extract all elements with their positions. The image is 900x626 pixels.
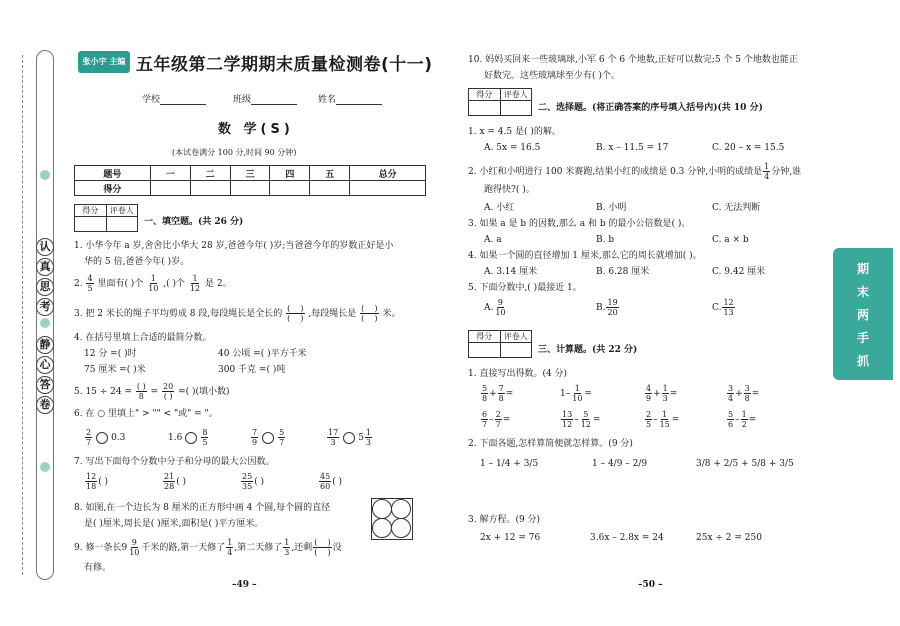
compare-circle[interactable] (262, 432, 274, 444)
score-row-label: 得分 (75, 181, 151, 196)
calc-item: $\frac{3}{4}$ + $\frac{3}{8}$ = (728, 384, 760, 403)
option[interactable]: B. 小明 (596, 203, 627, 213)
s2-q1: 1. x = 4.5 是( )的解。 (468, 127, 561, 137)
q7: 7. 写出下面每个分数中分子和分母的最大公因数。 (74, 457, 275, 467)
fraction: $\frac{1}{12}$ (189, 274, 201, 293)
option[interactable]: A. $\frac{9}{10}$ (484, 298, 506, 317)
fraction: $\frac{1}{10}$ (148, 274, 159, 293)
grader-box (468, 330, 532, 358)
side-tab-char: 抓 (856, 353, 869, 368)
binding-char: 答 (36, 376, 54, 394)
binding-dot (40, 318, 50, 328)
option[interactable]: B. 6.28 厘米 (596, 267, 650, 277)
q2-text: 里面有( )个 (97, 279, 144, 289)
score-header-cell: 题号 (75, 166, 151, 181)
q9-text: ,第二天修了 (234, 543, 283, 553)
score-cell[interactable] (150, 181, 190, 196)
q9-text: 千米的路,第一天修了 (141, 543, 226, 553)
grader-score-label: 得分 (476, 332, 493, 341)
answer-fraction-blank[interactable]: $\frac{( )}{( )}$ (287, 304, 304, 323)
calc-expression: 1 – 4/9 – 2/9 (592, 459, 648, 469)
page-number-left: –49 – (232, 580, 257, 590)
binding-char: 心 (36, 356, 54, 374)
option[interactable]: C. 9.42 厘米 (712, 267, 766, 277)
section2-title: 二、选择题。(将正确答案的序号填入括号内)(共 10 分) (538, 103, 763, 113)
answer-blank[interactable]: ( ) (332, 477, 343, 487)
q2-text: ,( )个 (163, 279, 186, 289)
equation: 25x ÷ 2 = 250 (696, 533, 762, 543)
compare-circle[interactable] (185, 432, 197, 444)
compare-circle[interactable] (96, 432, 108, 444)
score-row (75, 181, 426, 196)
four-circles-figure (371, 498, 413, 540)
binding-dot (40, 170, 50, 180)
q9-text: 没 (332, 543, 342, 553)
side-tab-char: 期 (856, 261, 869, 276)
side-tab-char: 手 (856, 330, 869, 345)
name-label: 姓名 (318, 95, 337, 105)
option[interactable]: A. 3.14 厘米 (484, 267, 538, 277)
s2-q2-text: 分钟,谁 (771, 167, 802, 177)
score-header-cell: 总分 (350, 166, 426, 181)
binding-char: 认 (36, 238, 54, 256)
q6-item: $\frac{2}{7}$ 0.3 (86, 428, 126, 447)
s3-q1: 1. 直接写出得数。(4 分) (468, 369, 568, 379)
page-number-right: –50 – (638, 580, 663, 590)
fraction: $\frac{20}{( )}$ (163, 382, 174, 401)
q9-text: ,还剩 (291, 543, 313, 553)
calc-item: 1– $\frac{1}{10}$ = (560, 384, 592, 403)
class-label: 班级 (233, 95, 252, 105)
score-cell[interactable] (230, 181, 270, 196)
side-tab-char: 两 (856, 307, 869, 322)
option[interactable]: C. a × b (712, 235, 749, 245)
score-header-cell: 一 (150, 166, 190, 181)
option[interactable]: A. a (484, 235, 502, 245)
q4-item: 12 分 =( )时 (84, 349, 137, 359)
s3-q2: 2. 下面各题,怎样算简便就怎样算。(9 分) (468, 439, 633, 449)
q3-text: ,每段绳长是 (308, 309, 357, 319)
section3-title: 三、计算题。(共 22 分) (538, 345, 638, 355)
answer-blank[interactable]: ( ) (254, 477, 265, 487)
score-table (74, 165, 426, 196)
brand-logo: 张小宇 主编 (78, 51, 130, 73)
q9-whole: 9 (121, 543, 128, 553)
q7-item: $\frac{25}{35}$ ( ) (242, 472, 265, 491)
s2-q4: 4. 如果一个圆的直径增加 1 厘米,那么它的周长就增加( )。 (468, 251, 702, 261)
q7-item: $\frac{12}{18}$ ( ) (86, 472, 109, 491)
subject-title: 数 学(S) (218, 122, 294, 137)
q9: 9. 修一条长9 $\frac{9}{10}$ 千米的路,第一天修了 $\frac{1}{4}$ ,第二天修了 $\frac{1}{3}$ ,还剩 $\frac{( )}{( )}$ 没 (74, 538, 342, 557)
option[interactable]: B. $\frac{19}{20}$ (596, 298, 618, 317)
q10-line1: 10. 妈妈买回来一些玻璃球,小军 6 个 6 个地数,正好可以数完;5 个 5 个地数也能正 (468, 55, 798, 65)
q10-line2: 好数完。这些玻璃球至少有( )个。 (484, 71, 620, 81)
answer-fraction-blank[interactable]: $\frac{( )}{( )}$ (314, 538, 331, 557)
calc-expression: 3/8 + 2/5 + 5/8 + 3/5 (696, 459, 794, 469)
binding-char: 思 (36, 278, 54, 296)
binding-char: 卷 (36, 396, 54, 414)
option[interactable]: C. 无法判断 (712, 203, 761, 213)
calc-item: $\frac{2}{5}$ – $\frac{1}{15}$ = (646, 410, 680, 429)
q4-item: 40 公顷 =( )平方千米 (218, 349, 307, 359)
grader-reviewer-label: 评卷人 (500, 89, 532, 100)
q3-text: 3. 把 2 米长的绳子平均剪成 8 段,每段绳长是全长的 (74, 309, 283, 319)
score-header-cell: 二 (190, 166, 230, 181)
option[interactable]: C. $\frac{12}{13}$ (712, 298, 734, 317)
s3-q3: 3. 解方程。(9 分) (468, 515, 541, 525)
compare-circle[interactable] (343, 432, 355, 444)
q5-text: = (150, 387, 159, 397)
q8-line1: 8. 如图,在一个边长为 8 厘米的正方形中画 4 个圆,每个圆的直径 (74, 503, 331, 513)
s2-q2-text: 2. 小红和小明进行 100 米赛跑,结果小红的成绩是 0.3 分钟,小明的成绩是 (468, 167, 763, 177)
q6: 6. 在 ○ 里填上" > "" < "或" = "。 (74, 409, 218, 419)
q7-item: $\frac{45}{60}$ ( ) (320, 472, 343, 491)
s2-q5: 5. 下面分数中,( )最接近 1。 (468, 283, 582, 293)
score-header-row (75, 166, 426, 181)
q9-line2: 有修。 (84, 563, 112, 573)
class-field (233, 92, 297, 105)
binding-char: 静 (36, 336, 54, 354)
calc-item: $\frac{5}{8}$ + $\frac{7}{8}$ = (482, 384, 514, 403)
section1-title: 一、填空题。(共 26 分) (144, 217, 244, 227)
q5-text: 5. 15 ÷ 24 = (74, 387, 133, 397)
score-cell[interactable] (350, 181, 426, 196)
q3-text: 米。 (382, 309, 401, 319)
answer-fraction-blank[interactable]: $\frac{( )}{( )}$ (361, 304, 378, 323)
q5 (74, 382, 230, 401)
score-header-cell: 四 (270, 166, 310, 181)
binding-dot (40, 462, 50, 472)
q3 (74, 304, 400, 323)
q2 (74, 274, 232, 293)
school-field (142, 92, 206, 105)
side-tab (833, 248, 893, 380)
s2-q2-line2: 跑得快?( )。 (484, 185, 535, 195)
option[interactable]: A. 小红 (484, 203, 515, 213)
calc-item: $\frac{4}{9}$ + $\frac{1}{3}$ = (646, 384, 678, 403)
score-header-cell: 三 (230, 166, 270, 181)
binding-char: 考 (36, 298, 54, 316)
side-tab-char: 末 (856, 284, 869, 299)
binding-char: 真 (36, 258, 54, 276)
grader-reviewer-label: 评卷人 (500, 331, 532, 342)
school-label: 学校 (142, 95, 161, 105)
grader-score-label: 得分 (476, 90, 493, 99)
score-cell[interactable] (310, 181, 350, 196)
page-title: 五年级第二学期期末质量检测卷(十一) (136, 55, 433, 75)
option[interactable]: B. x – 11.5 = 17 (596, 143, 669, 153)
q2-text: 是 2。 (204, 279, 232, 289)
exam-note: (本试卷满分 100 分,时间 90 分钟) (172, 148, 297, 157)
q7-item: $\frac{21}{28}$ ( ) (164, 472, 187, 491)
option[interactable]: A. 5x = 16.5 (484, 143, 541, 153)
q6-item: 1.6 $\frac{8}{5}$ (168, 428, 208, 447)
q4-item: 300 千克 =( )吨 (218, 365, 286, 375)
q6-item: $\frac{17}{3}$ 5 $\frac{1}{3}$ (328, 428, 372, 447)
grader-reviewer-label: 评卷人 (106, 205, 138, 216)
score-cell[interactable] (270, 181, 310, 196)
grader-box (74, 204, 138, 232)
s2-q2: 2. 小红和小明进行 100 米赛跑,结果小红的成绩是 0.3 分钟,小明的成绩是 $\frac{1}{4}$ 分钟,谁 (468, 162, 802, 181)
score-cell[interactable] (190, 181, 230, 196)
calc-item: $\frac{5}{6}$ – $\frac{1}{2}$ = (728, 410, 757, 429)
s2-q3: 3. 如果 a 是 b 的因数,那么 a 和 b 的最小公倍数是( )。 (468, 219, 691, 229)
q5-text: =( )(填小数) (178, 387, 230, 397)
q4-item: 75 厘米 =( )米 (84, 365, 146, 375)
calc-item: $\frac{6}{7}$ – $\frac{2}{7}$ = (482, 410, 511, 429)
name-field (318, 92, 382, 105)
q4: 4. 在括号里填上合适的最简分数。 (74, 333, 212, 343)
equation: 2x + 12 = 76 (480, 533, 541, 543)
answer-blank[interactable]: ( ) (98, 477, 109, 487)
calc-expression: 1 – 1/4 + 3/5 (480, 459, 539, 469)
option[interactable]: C. 20 – x = 15.5 (712, 143, 785, 153)
cut-line (22, 55, 23, 575)
answer-blank[interactable]: ( ) (176, 477, 187, 487)
score-header-cell: 五 (310, 166, 350, 181)
calc-item: $\frac{13}{12}$ – $\frac{5}{12}$ = (562, 410, 601, 429)
q1-line1: 1. 小华今年 a 岁,舍舍比小华大 28 岁,爸爸今年( )岁;当爸爸今年的岁数正好是小 (74, 241, 394, 251)
grader-score-label: 得分 (82, 206, 99, 215)
option[interactable]: B. b (596, 235, 615, 245)
q6-item: $\frac{7}{9}$ $\frac{5}{7}$ (252, 428, 285, 447)
fraction: $\frac{( )}{8}$ (136, 382, 146, 401)
q1-line2: 华的 5 倍,爸爸今年( )岁。 (84, 257, 190, 267)
binding-strip (0, 0, 74, 626)
fraction: $\frac{4}{5}$ (87, 274, 93, 293)
q9-text: 9. 修一条长 (74, 543, 122, 553)
q8-line2: 是( )厘米,周长是( )厘米,面积是( )平方厘米。 (84, 519, 264, 529)
q2-prefix: 2. (74, 279, 83, 289)
grader-box (468, 88, 532, 116)
equation: 3.6x – 2.8x = 24 (590, 533, 664, 543)
